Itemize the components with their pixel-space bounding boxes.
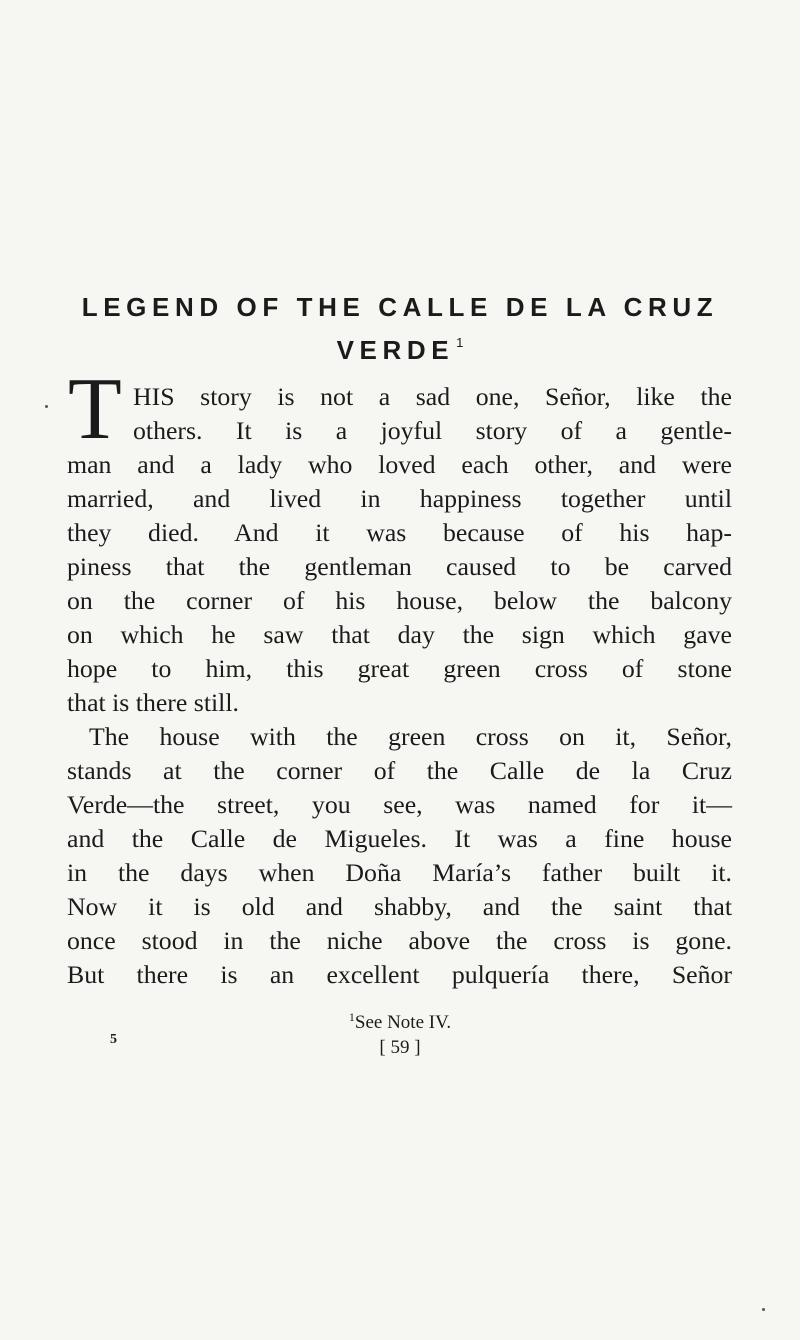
footnote-mark: 1	[348, 1010, 355, 1024]
text-line: in the days when Doña María’s father built it.	[67, 858, 732, 887]
paper-speck	[762, 1308, 765, 1311]
chapter-title-text-1: LEGEND OF THE CALLE DE LA CRUZ	[81, 292, 719, 322]
text-line: piness that the gentleman caused to be carved	[67, 552, 732, 581]
text-line: they died. And it was because of his hap-	[67, 518, 732, 547]
chapter-title-text-2: VERDE	[336, 335, 455, 365]
text-line: The house with the green cross on it, Señor,	[89, 722, 732, 751]
text-line: But there is an excellent pulquería there, Señor	[67, 960, 732, 989]
paper-speck	[45, 405, 48, 408]
text-line: others. It is a joyful story of a gentle-	[133, 416, 732, 445]
text-line: on the corner of his house, below the balcony	[67, 586, 732, 615]
text-line: stands at the corner of the Calle de la Cruz	[67, 756, 732, 785]
text-line: man and a lady who loved each other, and were	[67, 450, 732, 479]
drop-cap: T	[68, 380, 122, 444]
text-line: HIS story is not a sad one, Señor, like the	[133, 382, 732, 411]
text-line: married, and lived in happiness together until	[67, 484, 732, 513]
text-line: once stood in the niche above the cross is gone.	[67, 926, 732, 955]
page-number: [ 59 ]	[379, 1037, 421, 1058]
text-line: hope to him, this great green cross of stone	[67, 654, 732, 683]
text-line: and the Calle de Migueles. It was a fine house	[67, 824, 732, 853]
text-line: on which he saw that day the sign which gave	[67, 620, 732, 649]
title-footnote-ref: 1	[456, 335, 464, 350]
chapter-title-line-2	[60, 326, 740, 367]
chapter-title-line-1	[60, 290, 740, 324]
footnote	[0, 1010, 800, 1034]
footnote-text: See Note IV.	[354, 1012, 452, 1033]
text-line: Verde—the street, you see, was named for it—	[67, 790, 732, 819]
text-line: that is there still.	[67, 688, 239, 717]
text-line: Now it is old and shabby, and the saint that	[67, 892, 732, 921]
signature-mark: 5	[110, 1032, 117, 1047]
